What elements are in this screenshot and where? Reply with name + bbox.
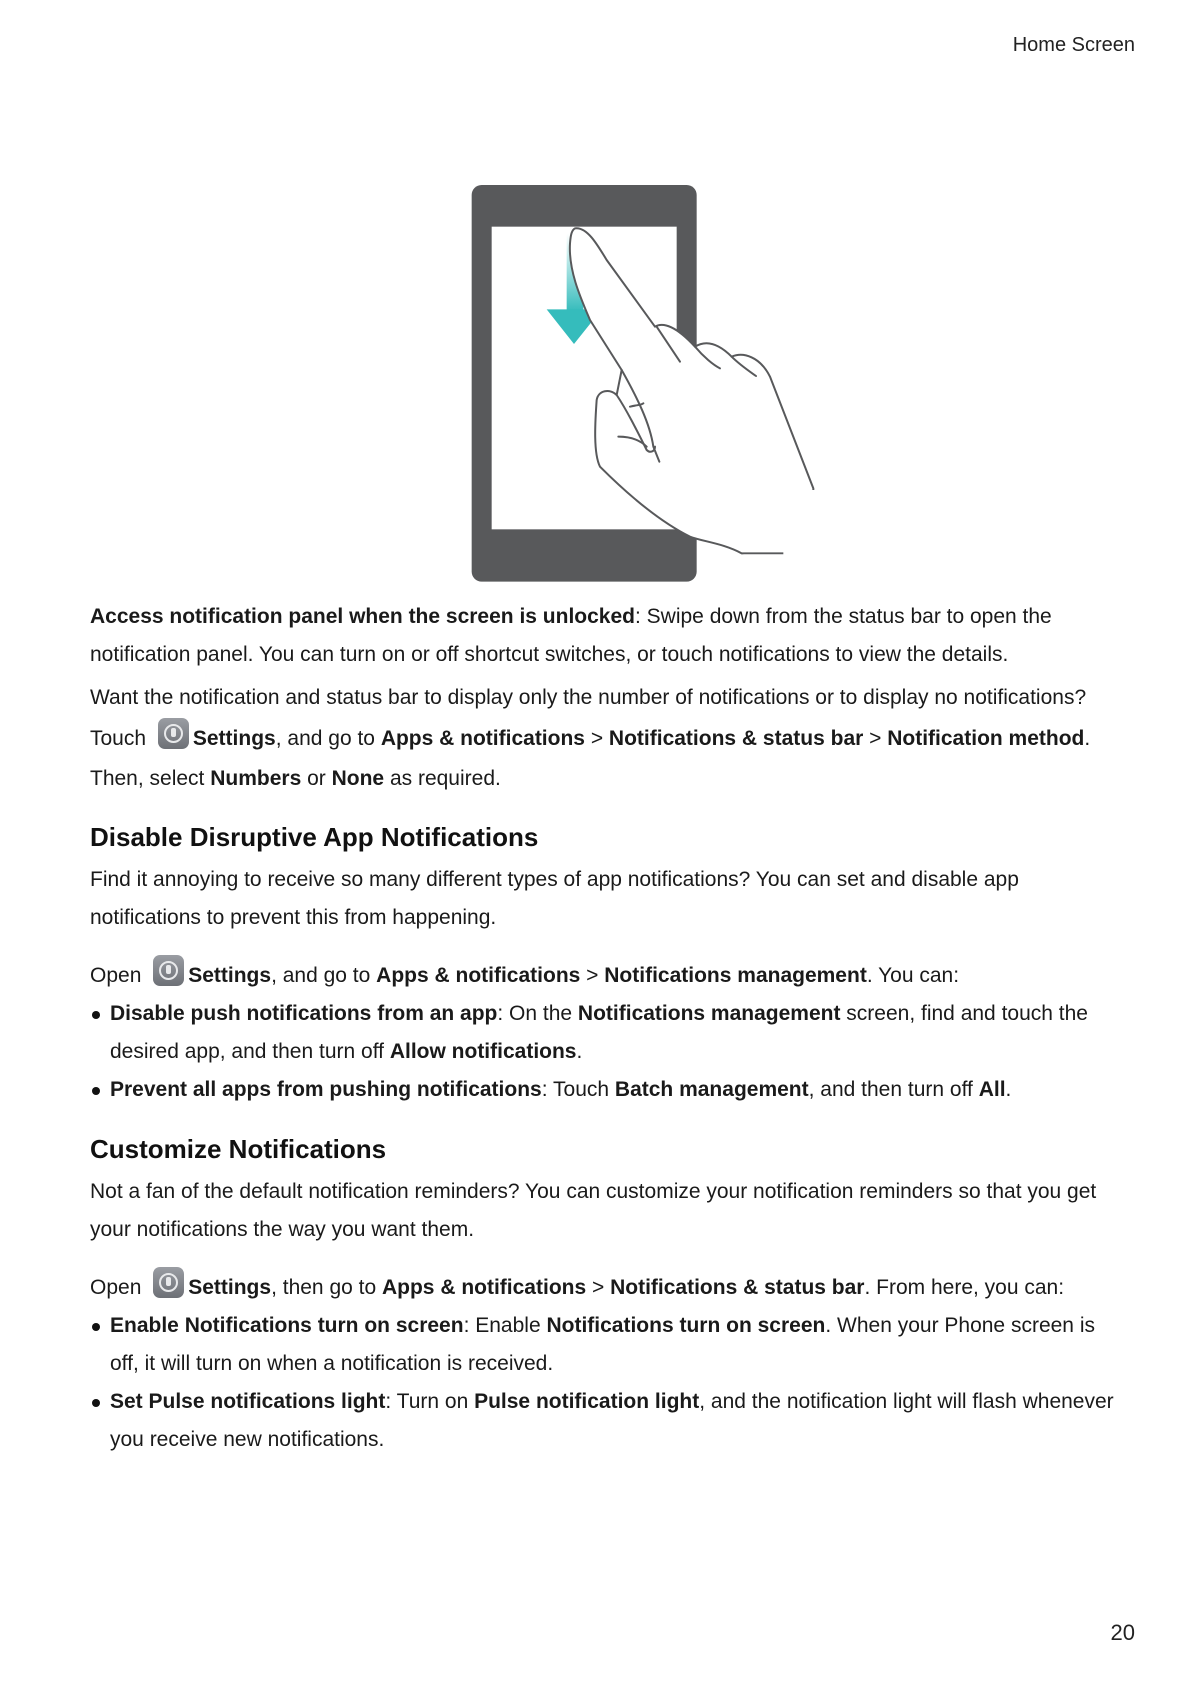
bold-term: Disable push notifications from an app (110, 1002, 498, 1025)
bold-term: Apps & notifications (376, 964, 581, 987)
paragraph-unlocked-access (90, 598, 1120, 674)
bold-term: Numbers (210, 767, 302, 790)
text-run: Open (90, 964, 148, 987)
text-run: Want the notification and status bar to display only the number of notifications or to display no notifications? Touch (90, 686, 1087, 750)
swipe-down-illustration (450, 170, 850, 600)
body-text (90, 598, 1120, 1459)
text-run: . (1005, 1078, 1012, 1101)
text-run: Open (90, 1276, 148, 1299)
heading-customize-notifications: Customize Notifications (90, 1134, 387, 1164)
text-run: . Then, select (90, 727, 1091, 790)
bold-term: Notifications turn on screen (546, 1314, 826, 1337)
bold-term: Prevent all apps from pushing notifications (110, 1078, 542, 1101)
bullet-list-2 (90, 1307, 1120, 1459)
bold-term: Set Pulse notifications light (110, 1390, 386, 1413)
text-run: , and the notification light will flash whenever you receive new notifications. (110, 1390, 1114, 1451)
page-number: 20 (1110, 1620, 1135, 1645)
text-run: : Swipe down from the status bar to open the notification panel. You can turn on or off shortcut switches, or touch notifications to view the details. (90, 605, 1052, 666)
bold-term: Apps & notifications (380, 727, 585, 750)
bold-term: Enable Notifications turn on screen (110, 1314, 464, 1337)
text-run: > (586, 1276, 611, 1299)
text-run: Find it annoying to receive so many different types of app notifications? You can set and disable app notifications to prevent this from happening. (90, 868, 1019, 929)
bold-term: None (331, 767, 385, 790)
bullet-disable-push (90, 995, 1120, 1071)
bold-term: Settings (188, 964, 272, 987)
text-run: , and then turn off (808, 1078, 979, 1101)
text-run: , then go to (271, 1276, 382, 1299)
bold-term: Notifications & status bar (608, 727, 864, 750)
text-run: , and go to (275, 727, 381, 750)
paragraph-customize-intro (90, 1173, 1120, 1249)
text-run: screen, find and touch the desired app, and then turn off (110, 1002, 1088, 1063)
text-run: : Touch (541, 1078, 615, 1101)
paragraph-open-settings-1 (90, 955, 1120, 995)
paragraph-notification-method (90, 678, 1120, 799)
text-run: : Enable (463, 1314, 547, 1337)
bold-term: Pulse notification light (474, 1390, 700, 1413)
text-run: . (576, 1040, 583, 1063)
bold-term: Notification method (887, 727, 1085, 750)
text-run: > (584, 727, 609, 750)
text-run: . When your Phone screen is off, it will turn on when a notification is received. (110, 1314, 1095, 1375)
text-run: > (863, 727, 888, 750)
bold-term: Batch management (614, 1078, 809, 1101)
text-run: as required. (384, 767, 501, 790)
bullet-prevent-all (90, 1071, 1120, 1109)
bold-term: Apps & notifications (381, 1276, 587, 1299)
text-run: , and go to (271, 964, 377, 987)
bold-term: All (978, 1078, 1006, 1101)
settings-icon (153, 955, 184, 986)
text-run: or (301, 767, 332, 790)
paragraph-open-settings-2 (90, 1267, 1120, 1307)
heading-disable-notifications: Disable Disruptive App Notifications (90, 822, 539, 852)
settings-icon (153, 1267, 184, 1298)
text-run: : Turn on (385, 1390, 475, 1413)
text-run: : On the (497, 1002, 578, 1025)
bold-term: Settings (188, 1276, 272, 1299)
text-run: Not a fan of the default notification reminders? You can customize your notification reminders so that you get your notifications the way you want them. (90, 1180, 1097, 1241)
text-run: > (580, 964, 605, 987)
running-header: Home Screen (1012, 34, 1135, 56)
bullet-turn-on-screen (90, 1307, 1120, 1383)
bold-term: Allow notifications (389, 1040, 577, 1063)
text-run: . From here, you can: (864, 1276, 1065, 1299)
bold-term: Notifications management (577, 1002, 841, 1025)
bullet-list-1 (90, 995, 1120, 1109)
bold-term: Access notification panel when the screen is unlocked (90, 605, 635, 628)
bold-term: Notifications & status bar (610, 1276, 865, 1299)
bold-term: Notifications management (604, 964, 867, 987)
text-run: . You can: (866, 964, 960, 987)
bold-term: Settings (192, 727, 276, 750)
settings-icon (158, 718, 189, 749)
bullet-pulse-light (90, 1383, 1120, 1459)
paragraph-disable-intro (90, 861, 1120, 937)
